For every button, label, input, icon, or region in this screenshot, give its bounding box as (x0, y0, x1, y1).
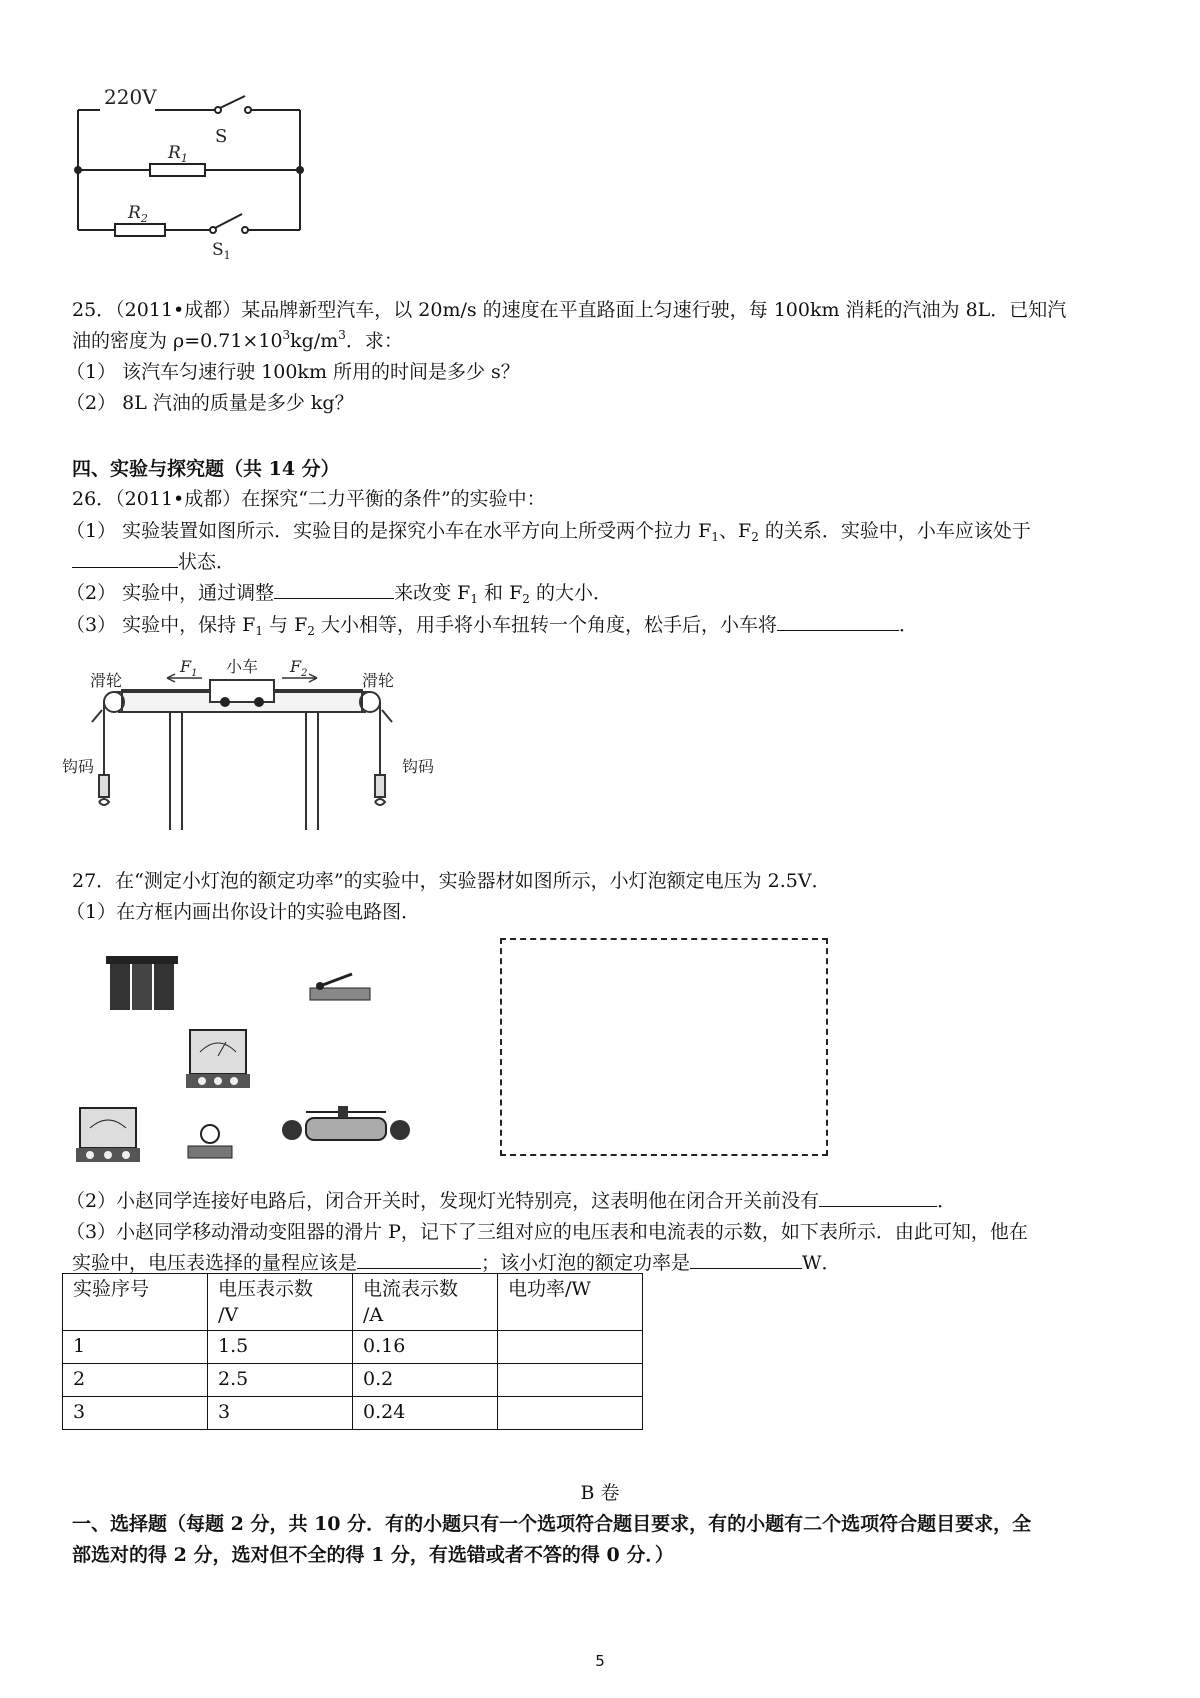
q26-s1-sub2: 2 (751, 530, 759, 544)
q26-blank-car[interactable] (777, 612, 899, 631)
q25-sub2: （2） 8L 汽油的质量是多少 kg？ (66, 392, 354, 414)
switch-s-label: S (215, 126, 228, 147)
header-current: 电流表示数 (363, 1278, 459, 1300)
q26-sub2 (66, 580, 612, 606)
q27-line1: 27．在“测定小灯泡的额定功率”的实验中，实验器材如图所示，小灯泡额定电压为 2.5V． (72, 870, 831, 892)
q25-line1: 25．（2011•成都）某品牌新型汽车，以 20m/s 的速度在平直路面上匀速行驶，每 100km 消耗的汽油为 8L．已知汽 (72, 299, 1067, 321)
q25-line2-text-c: ．求： (345, 330, 403, 352)
volume-b-heading-line2: 部选对的得 2 分，选对但不全的得 1 分，有选错或者不答的得 0 分．） (72, 1544, 674, 1566)
table-cell: 2 (63, 1364, 208, 1397)
header-power: 电功率/W (508, 1278, 591, 1300)
table-header-cell (498, 1274, 643, 1331)
table-cell-power-input[interactable] (498, 1397, 643, 1430)
fig-f2-subscript: 2 (301, 668, 308, 679)
svg-text:S1 (212, 240, 231, 260)
q27-sub1: （1）在方框内画出你设计的实验电路图． (66, 901, 421, 923)
q26-blank-state[interactable] (72, 549, 178, 568)
table-cell: 2.5 (208, 1364, 353, 1397)
svg-text:R2 (127, 203, 148, 225)
q26-s1-end: 状态． (178, 551, 236, 573)
q27-sub3: （3）小赵同学移动滑动变阻器的滑片 P，记下了三组对应的电压表和电流表的示数，如下表所示．由此可知，他在 (66, 1221, 1028, 1243)
q26-s1-text-c: 的关系．实验中，小车应该处于 (758, 520, 1031, 542)
resistor-r1-subscript: 1 (180, 152, 188, 165)
q25-line2-text-b: kg/m (290, 330, 339, 352)
q26-s2-sub2: 2 (522, 592, 530, 606)
q26-s3-text-c: 大小相等，用手将小车扭转一个角度，松手后，小车将 (314, 614, 777, 636)
force-balance-apparatus-figure (62, 650, 462, 840)
table-cell: 3 (208, 1397, 353, 1430)
q27-blank-power[interactable] (690, 1250, 802, 1269)
q26-line1: 26．（2011•成都）在探究“二力平衡的条件”的实验中： (72, 488, 546, 510)
q27-s2-end: ． (937, 1190, 957, 1212)
table-cell-power-input[interactable] (498, 1364, 643, 1397)
ammeter-icon (76, 1108, 140, 1162)
table-cell: 0.16 (353, 1331, 498, 1364)
table-cell: 1 (63, 1331, 208, 1364)
table-header-cell (63, 1274, 208, 1331)
switch-icon (310, 974, 370, 1000)
table-cell: 0.24 (353, 1397, 498, 1430)
q27-blank-step[interactable] (819, 1188, 937, 1207)
q25-sup2: 3 (338, 328, 346, 342)
q26-s2-text-a: （2） 实验中，通过调整 (66, 582, 275, 604)
fig-car-label: 小车 (226, 657, 259, 676)
voltage-label: 220V (104, 85, 157, 109)
battery-icon (106, 956, 178, 1010)
q26-s3-text-b: 与 F (263, 614, 308, 636)
q26-blank-adjust[interactable] (274, 580, 394, 599)
circuit-drawing-box[interactable] (500, 938, 828, 1156)
circuit-diagram-figure (60, 80, 320, 260)
q27-blank-range[interactable] (357, 1250, 481, 1269)
q26-s2-text-b: 来改变 F (394, 582, 471, 604)
fig-weight-right-label: 钩码 (402, 757, 435, 776)
table-cell: 3 (63, 1397, 208, 1430)
fig-weight-left-label: 钩码 (62, 757, 95, 776)
table-header-row (63, 1274, 643, 1331)
q26-s1-sub1: 1 (711, 530, 719, 544)
voltmeter-icon (186, 1030, 250, 1088)
q27-sub2 (66, 1188, 956, 1214)
section4-heading: 四、实验与探究题（共 14 分） (72, 458, 340, 480)
table-cell: 0.2 (353, 1364, 498, 1397)
q27-s3-text-c: ；该小灯泡的额定功率是 (481, 1252, 691, 1274)
q26-s3-end: ． (898, 614, 918, 636)
fig-f2-label: F (290, 657, 302, 676)
q26-s2-sub1: 1 (470, 592, 479, 606)
q25-line2-text-a: 油的密度为 ρ=0.71×10 (72, 330, 283, 352)
q25-sup1: 3 (282, 328, 291, 342)
table-row (63, 1364, 643, 1397)
header-voltage-unit: /V (218, 1304, 239, 1326)
header-current-unit: /A (363, 1304, 384, 1326)
q26-sub1 (66, 518, 1031, 544)
table-header-cell (208, 1274, 353, 1331)
svg-text:F2 (289, 657, 307, 679)
resistor-r2-subscript: 2 (140, 212, 148, 225)
header-voltage: 电压表示数 (218, 1278, 314, 1300)
q26-s3-text-a: （3） 实验中，保持 F (66, 614, 256, 636)
q26-s3-sub2: 2 (307, 624, 315, 638)
volume-b-heading-line1: 一、选择题（每题 2 分，共 10 分．有的小题只有一个选项符合题目要求，有的小题有二个选项符合题目要求，全 (72, 1513, 1032, 1535)
table-header-cell (353, 1274, 498, 1331)
q26-s3-sub1: 1 (255, 624, 263, 638)
q26-s2-text-d: 的大小． (529, 582, 612, 604)
q27-s3-text-d: W． (802, 1252, 841, 1274)
switch-s1-label: S (212, 240, 224, 260)
svg-text:R1 (167, 143, 188, 165)
switch-s1-subscript: 1 (223, 249, 231, 260)
q25-line2 (72, 328, 403, 354)
rheostat-icon (282, 1106, 410, 1140)
q26-s1-text-a: （1） 实验装置如图所示．实验目的是探究小车在水平方向上所受两个拉力 F (66, 520, 712, 542)
resistor-r2-label: R (128, 203, 141, 223)
table-cell-power-input[interactable] (498, 1331, 643, 1364)
q27-s3-text-b: 实验中，电压表选择的量程应该是 (72, 1252, 358, 1274)
page-number: 5 (595, 1652, 605, 1670)
q26-s2-text-c: 和 F (478, 582, 523, 604)
fig-pulley-left-label: 滑轮 (90, 671, 123, 690)
fig-pulley-right-label: 滑轮 (362, 671, 395, 690)
q27-s2-text-a: （2）小赵同学连接好电路后，闭合开关时，发现灯光特别亮，这表明他在闭合开关前没有 (66, 1190, 820, 1212)
q26-sub3 (66, 612, 918, 638)
q26-s1-text-b: 、F (719, 520, 752, 542)
resistor-r1-label: R (168, 143, 181, 163)
table-cell: 1.5 (208, 1331, 353, 1364)
measurement-table (62, 1273, 643, 1430)
q25-sub1: （1） 该汽车匀速行驶 100km 所用的时间是多少 s？ (66, 361, 520, 383)
light-bulb-icon (188, 1125, 232, 1158)
svg-text:F1 (179, 657, 197, 679)
lab-equipment-figure (70, 950, 430, 1170)
table-row (63, 1331, 643, 1364)
q26-sub1-cont (72, 549, 235, 575)
header-index: 实验序号 (73, 1278, 150, 1300)
fig-f1-label: F (180, 657, 192, 676)
fig-f1-subscript: 1 (191, 668, 198, 679)
volume-b-title: B 卷 (580, 1482, 620, 1504)
table-row (63, 1397, 643, 1430)
